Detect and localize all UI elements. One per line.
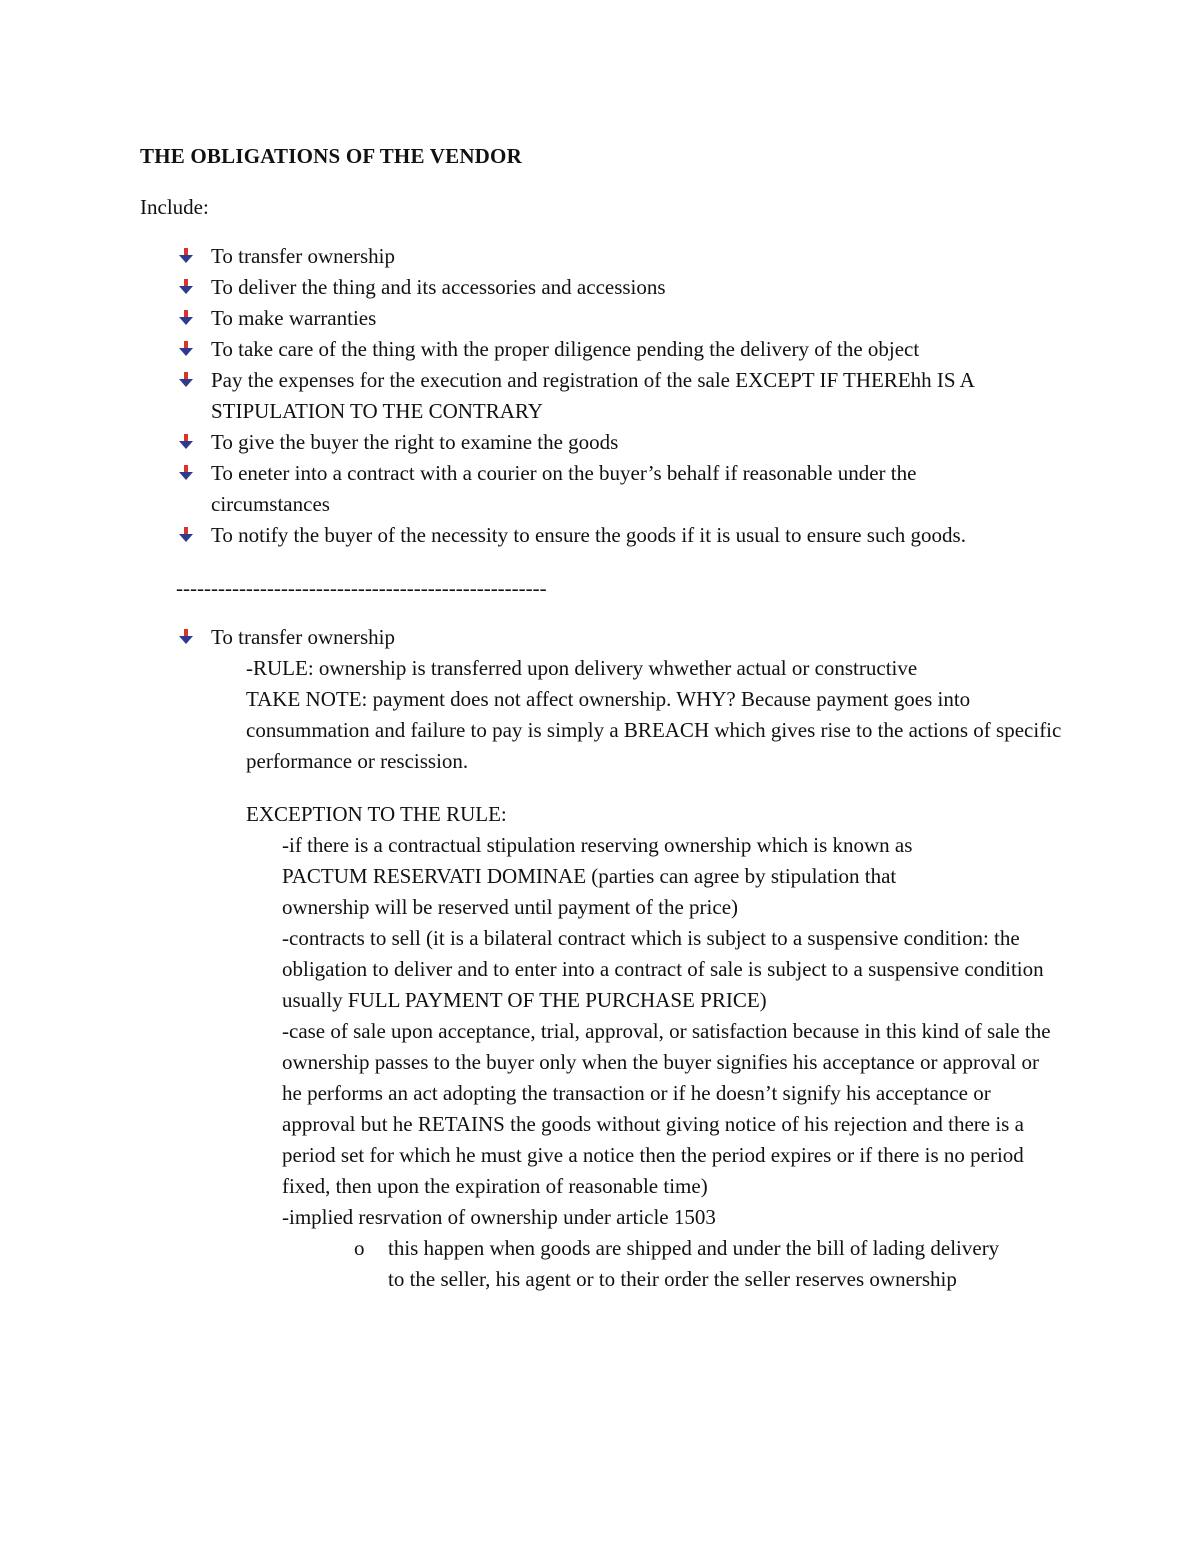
down-arrow-bullet-icon — [179, 434, 193, 450]
exception-list — [282, 830, 1072, 1233]
down-arrow-bullet-icon — [179, 341, 193, 357]
section-heading: To transfer ownership — [176, 622, 1076, 653]
exception-item: -case of sale upon acceptance, trial, approval, or satisfaction because in this kind of sale the ownership passes to the buyer only when the buyer signifies his acceptance or approval or he performs an act adopting the transaction or if he doesn’t signify his acceptance or approval but he RETAINS the goods without giving notice of his rejection and there is a period set for which he must give a notice then the period expires or if there is no period fixed, then upon the expiration of reasonable time) — [282, 1019, 1051, 1198]
include-label: Include: — [140, 195, 209, 219]
transfer-ownership-section — [176, 622, 1076, 1295]
sub-point-list — [354, 1233, 1014, 1295]
list-item: To eneter into a contract with a courier on the buyer’s behalf if reasonable under the circumstances — [176, 458, 1011, 520]
take-note-paragraph: TAKE NOTE: payment does not affect ownership. WHY? Because payment goes into consummation and failure to pay is simply a BREACH which gives rise to the actions of specific performance or rescission. — [246, 687, 1062, 773]
down-arrow-bullet-icon — [179, 629, 193, 645]
down-arrow-bullet-icon — [179, 372, 193, 388]
exception-heading: EXCEPTION TO THE RULE: — [246, 802, 507, 826]
list-item: To notify the buyer of the necessity to ensure the goods if it is usual to ensure such goods. — [176, 520, 1076, 551]
exception-item: -if there is a contractual stipulation reserving ownership which is known as PACTUM RESERVATI DOMINAE (parties can agree by stipulation that ownership will be reserved until payment of the price) — [282, 833, 913, 919]
list-item: To take care of the thing with the proper diligence pending the delivery of the object — [176, 334, 1076, 365]
exception-item: -contracts to sell (it is a bilateral contract which is subject to a suspensive condition: the obligation to deliver and to enter into a contract of sale is subject to a suspensive condition usually FULL PAYMENT OF THE PURCHASE PRICE) — [282, 926, 1044, 1012]
list-item: o this happen when goods are shipped and under the bill of lading delivery to the seller, his agent or to their order the seller reserves ownership — [354, 1233, 1014, 1295]
rule-line: -RULE: ownership is transferred upon delivery whwether actual or constructive — [246, 656, 918, 680]
list-item: Pay the expenses for the execution and registration of the sale EXCEPT IF THEREhh IS A STIPULATION TO THE CONTRARY — [176, 365, 1051, 427]
rule-block — [246, 653, 1066, 777]
obligations-list — [176, 241, 1076, 551]
document-title: THE OBLIGATIONS OF THE VENDOR — [140, 144, 522, 168]
down-arrow-bullet-icon — [179, 310, 193, 326]
list-item: To give the buyer the right to examine the goods — [176, 427, 1076, 458]
down-arrow-bullet-icon — [179, 527, 193, 543]
down-arrow-bullet-icon — [179, 248, 193, 264]
exception-item: -implied resrvation of ownership under article 1503 — [282, 1205, 716, 1229]
down-arrow-bullet-icon — [179, 465, 193, 481]
down-arrow-bullet-icon — [179, 279, 193, 295]
list-item: To make warranties — [176, 303, 1076, 334]
list-item: To deliver the thing and its accessories and accessions — [176, 272, 1076, 303]
section-divider: ----------------------------------------------------- — [176, 576, 547, 600]
list-item: To transfer ownership — [176, 241, 1076, 272]
circle-bullet-icon: o — [354, 1236, 365, 1260]
